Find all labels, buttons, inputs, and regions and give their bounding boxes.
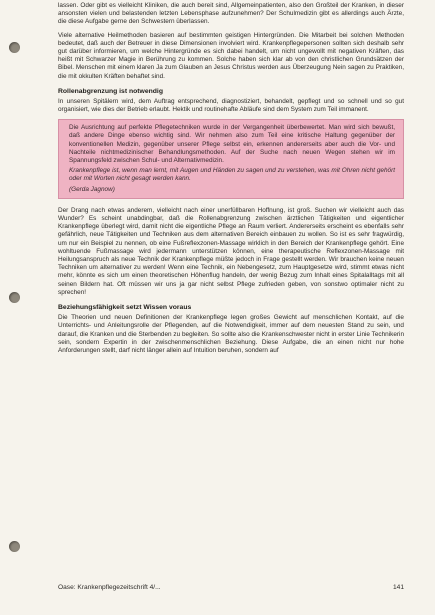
quote-text: Krankenpflege ist, wenn man lernt, mit Augen und Händen zu sagen und zu verstehen, was mit Ohren nicht gehört oder mit Worten nicht gesagt werden kann. bbox=[69, 167, 395, 183]
highlight-box bbox=[58, 119, 404, 199]
paragraph: Die Theorien und neuen Definitionen der Krankenpflege legen großes Gewicht auf menschlichen Kontakt, auf die Unterrichts- und Anleitungsrolle der Pflegenden, auf die Notwendigkeit, immer auf dem neuesten Stand zu sein, und darauf, die Kranken und die Sterbenden zu begleiten. So sollte also die Krankenschwester nicht in erster Linie Technikerin sein, sondern Expertin in der zwischenmenschlichen Beziehung. Diese Aufgabe, die an einen nicht nur hohe Anforderungen stellt, darf nicht länger allein auf Intuition beruhen, sondern auf bbox=[58, 314, 404, 354]
page-number: 141 bbox=[392, 584, 404, 591]
punch-hole bbox=[9, 42, 20, 53]
punch-hole bbox=[9, 292, 20, 303]
section-heading: Rollenabgrenzung ist notwendig bbox=[58, 87, 163, 95]
paragraph: In unseren Spitälern wird, dem Auftrag entsprechend, diagnostiziert, behandelt, gepflegt und so schnell und so gut organisiert, wie dies der Betrieb erlaubt. Hektik und routinehafte Abläufe sind dem System zum Teil immanent. bbox=[58, 97, 404, 114]
page-footer bbox=[58, 584, 404, 591]
article-body bbox=[58, 2, 404, 360]
quote-author: (Gerda Jagnow) bbox=[69, 185, 115, 193]
section-heading: Beziehungsfähigkeit setzt Wissen voraus bbox=[58, 304, 192, 312]
paragraph: lassen. Oder gibt es vielleicht Kliniken, die auch bereit sind, Allgemeinpatienten, also den Großteil der Kranken, in dieser ansonsten vielen und belastenden letzten Lebensphase aufzunehmen? Der Schulmedizin gibt es allerdings auch Ärzte, die diese Aufgabe gerne den Schwestern überlassen. bbox=[58, 2, 404, 26]
footer-source: Oase: Krankenpflegezeitschrift 4/... bbox=[58, 584, 161, 591]
punch-hole bbox=[9, 541, 20, 552]
paragraph: Der Drang nach etwas anderem, vielleicht nach einer unerfüllbaren Hoffnung, ist groß. Suchen wir vielleicht auch das Wunder? Es scheint unabdingbar, daß die Rollenabgrenzung zwischen ärztlichen Tätigkeiten und eigentlicher Krankenpflege überlegt wird, damit nicht die eigentliche Pflege an Raum verliert. Andererseits erscheint es ebenfalls sehr gefährlich, neue Tätigkeiten und Techniken aus dem alternativen Bereich einbauen zu wollen. So ist es sehr fragwürdig, um nur ein Beispiel zu nennen, ob eine Fußreflexzonen-Massage wirklich in den Bereich der Krankenpflege gehört. Eine wohltuende Fußmassage wird jedermann unterstützen können, eine therapeutische Reflexzonen-Massage mit Heilungsanspruch als neue Technik der Krankenpflege müßte jedoch in Frage gestellt werden. Wir brauchen keine neuen Techniken um alternativer zu werden! Wenn eine Technik, ein Nebengesetz, zum Hauptgesetze wird, stimmt etwas nicht mehr, könnte es sich um einen theoretischen Höhenflug handeln, der wenig Bezug zum Inhalt eines Spitalalltags mit all seinen Bildern hat. Oft müssen wir uns ja gar nicht selbst Pflege zufrieden geben, von sonstwo optimaler nicht zu sprechen! bbox=[58, 206, 404, 296]
paragraph: Viele alternative Heilmethoden basieren auf bestimmten geistigen Hintergründen. Die Mitarbeit bei solchen Methoden bedeutet, daß auch der Betreuer in diese Dimensionen involviert wird. Krankenpflegepersonen sollten sich deshalb sehr gut darüber informieren, um welche Hintergründe es sich dabei handelt, um nicht ungewollt mit negativen Kräften, das heißt mit Schwarzer Magie in Berührung zu kommen. Solche haben sich klar ab von den christlichen Grundsätzen der Bibel. Menschen mit einem klaren Ja zum Glauben an Jesus Christus werden aus Überzeugung Nein sagen zu Praktiken, die mit okkulten Kräften behaftet sind. bbox=[58, 31, 404, 80]
highlight-paragraph: Die Ausrichtung auf perfekte Pflegetechniken wurde in der Vergangenheit überbewertet. Man wird sich bewußt, daß andere Dinge ebenso wichtig sind. Wir nehmen also zum Teil eine kritische Haltung gegenüber der konventionellen Medizin, gegenüber unserer Pflege selbst ein, erkennen andererseits aber auch die Vor- und Nachteile nichtmedizinischer Behandlungsmethoden. Auf der Suche nach neuen Wegen stehen wir im Spannungsfeld zwischen Schul- und Alternativmedizin. bbox=[69, 124, 395, 165]
